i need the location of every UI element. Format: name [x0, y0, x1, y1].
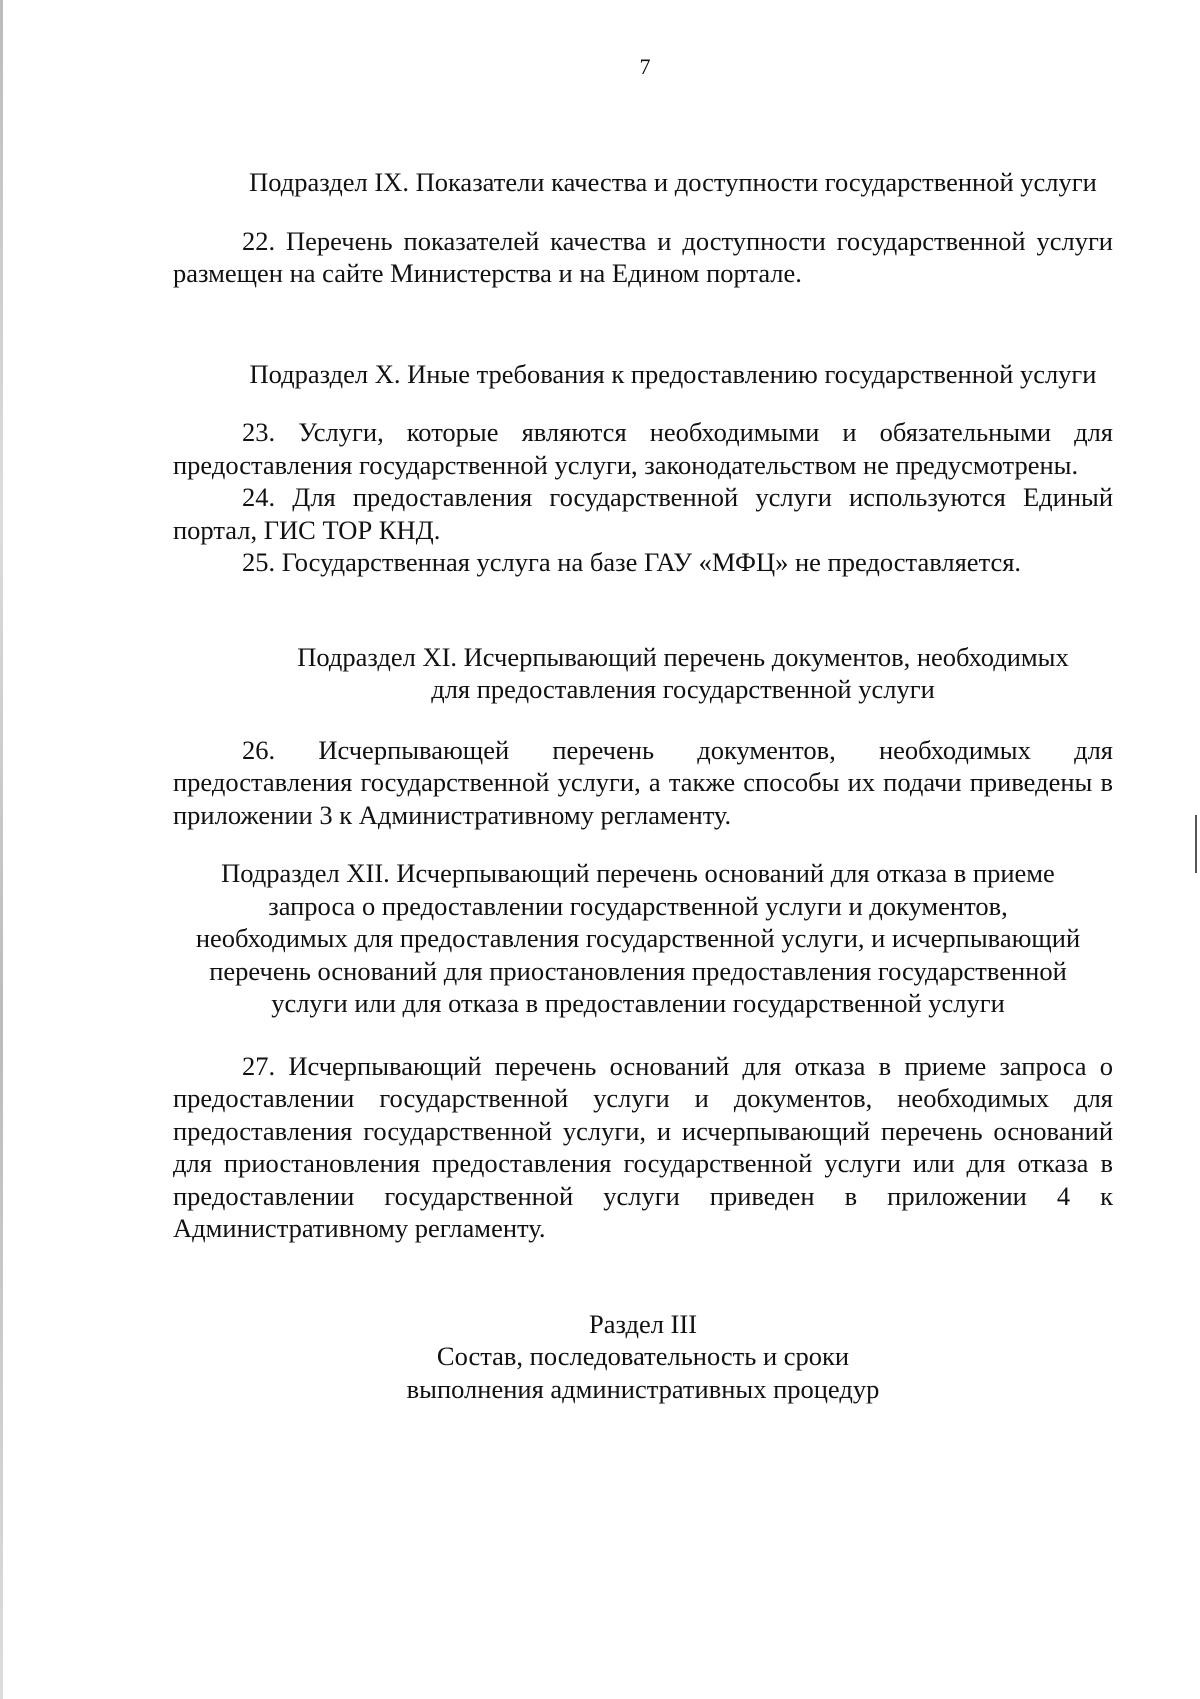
paragraph-22: 22. Перечень показателей качества и доступности государственной услуги размещен на сайте Министерства и на Едином портале.	[173, 225, 1113, 288]
paragraph-23: 23. Услуги, которые являются необходимыми и обязательными для предоставления государственной услуги, законодательством не предусмотрены.	[173, 417, 1113, 480]
page-number: 7	[639, 54, 651, 79]
document-body	[173, 166, 1113, 1405]
subsection-xi-title: Подраздел XI. Исчерпывающий перечень документов, необходимых для предоставления государственной услуги	[297, 641, 1069, 704]
section-iii-label: Раздел III	[588, 1308, 698, 1339]
subsection-xii-title: Подраздел XII. Исчерпывающий перечень оснований для отказа в приеме запроса о предоставлении государственной услуги и документов, необходимых для предоставления государственной услуги, и исчерпывающий перечень оснований для приостановления предоставления государственной услуги или для отказа в предоставлении государственной услуги	[195, 858, 1081, 1018]
scan-mark	[1195, 815, 1197, 873]
section-iii-title: Состав, последовательность и сроки выполнения административных процедур	[406, 1341, 880, 1404]
paragraph-27: 27. Исчерпывающий перечень оснований для отказа в приеме запроса о предоставлении государственной услуги и документов, необходимых для предоставления государственной услуги, и исчерпывающий перечень оснований для приостановления предоставления государственной услуги или для отказа в предоставлении государственной услуги приведен в приложении 4 к Административному регламенту.	[173, 1050, 1113, 1243]
scan-edge	[0, 0, 3, 1699]
subsection-ix-title: Подраздел IX. Показатели качества и доступности государственной услуги	[249, 167, 1097, 197]
paragraph-26: 26. Исчерпывающей перечень документов, необходимых для предоставления государственной услуги, а также способы их подачи приведены в приложении 3 к Административному регламенту.	[173, 734, 1113, 830]
paragraph-25: 25. Государственная услуга на базе ГАУ «МФЦ» не предоставляется.	[242, 547, 1022, 577]
paragraph-24: 24. Для предоставления государственной услуги используются Единый портал, ГИС ТОР КНД.	[173, 482, 1113, 545]
subsection-x-title: Подраздел X. Иные требования к предоставлению государственной услуги	[249, 358, 1097, 389]
